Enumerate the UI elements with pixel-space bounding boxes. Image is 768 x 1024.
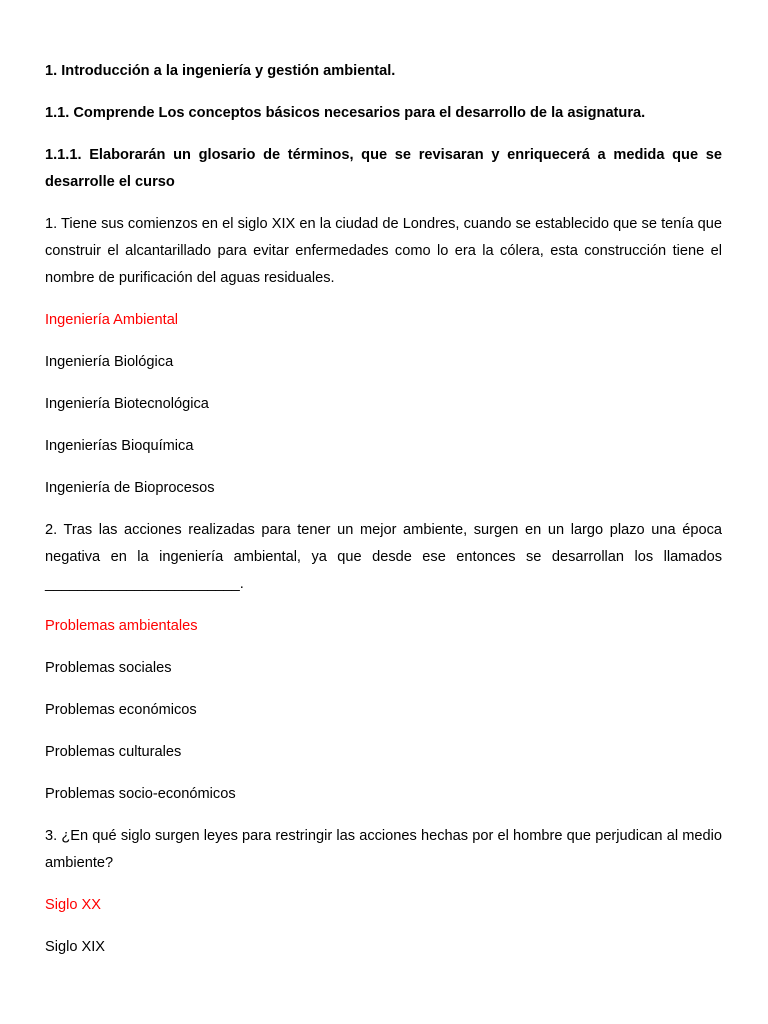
question-2-option-3: Problemas económicos <box>45 702 197 718</box>
question-2-option-4: Problemas culturales <box>45 744 182 760</box>
question-3-option-2: Siglo XIX <box>45 939 106 955</box>
question-3-option-1: Siglo XX <box>45 897 101 913</box>
question-1-option-3: Ingeniería Biotecnológica <box>45 396 209 412</box>
question-2-option-5: Problemas socio-económicos <box>45 786 236 802</box>
section-heading-1-1-1: 1.1.1. Elaborarán un glosario de términos, que se revisaran y enriquecerá a medida que se desarrolle el curso <box>45 147 722 190</box>
section-heading-1: 1. Introducción a la ingeniería y gestión ambiental. <box>45 63 396 79</box>
question-1-text: 1. Tiene sus comienzos en el siglo XIX en la ciudad de Londres, cuando se establecido que se tenía que construir el alcantarillado para evitar enfermedades como lo era la cólera, esta construcción tiene el nombre de purificación del aguas residuales. <box>45 216 722 286</box>
section-heading-1-1: 1.1. Comprende Los conceptos básicos necesarios para el desarrollo de la asignatura. <box>45 105 646 121</box>
question-2-text: 2. Tras las acciones realizadas para tener un mejor ambiente, surgen en un largo plazo una época negativa en la ingeniería ambiental, ya que desde ese entonces se desarrollan los llamados ________________________. <box>45 522 722 592</box>
question-2-option-1: Problemas ambientales <box>45 618 198 634</box>
question-1-option-2: Ingeniería Biológica <box>45 354 174 370</box>
question-1-option-5: Ingeniería de Bioprocesos <box>45 480 215 496</box>
question-2-option-2: Problemas sociales <box>45 660 172 676</box>
question-1-option-1: Ingeniería Ambiental <box>45 312 179 328</box>
question-1-option-4: Ingenierías Bioquímica <box>45 438 194 454</box>
question-3-text: 3. ¿En qué siglo surgen leyes para restringir las acciones hechas por el hombre que perjudican al medio ambiente? <box>45 828 722 871</box>
document-page <box>45 58 722 961</box>
